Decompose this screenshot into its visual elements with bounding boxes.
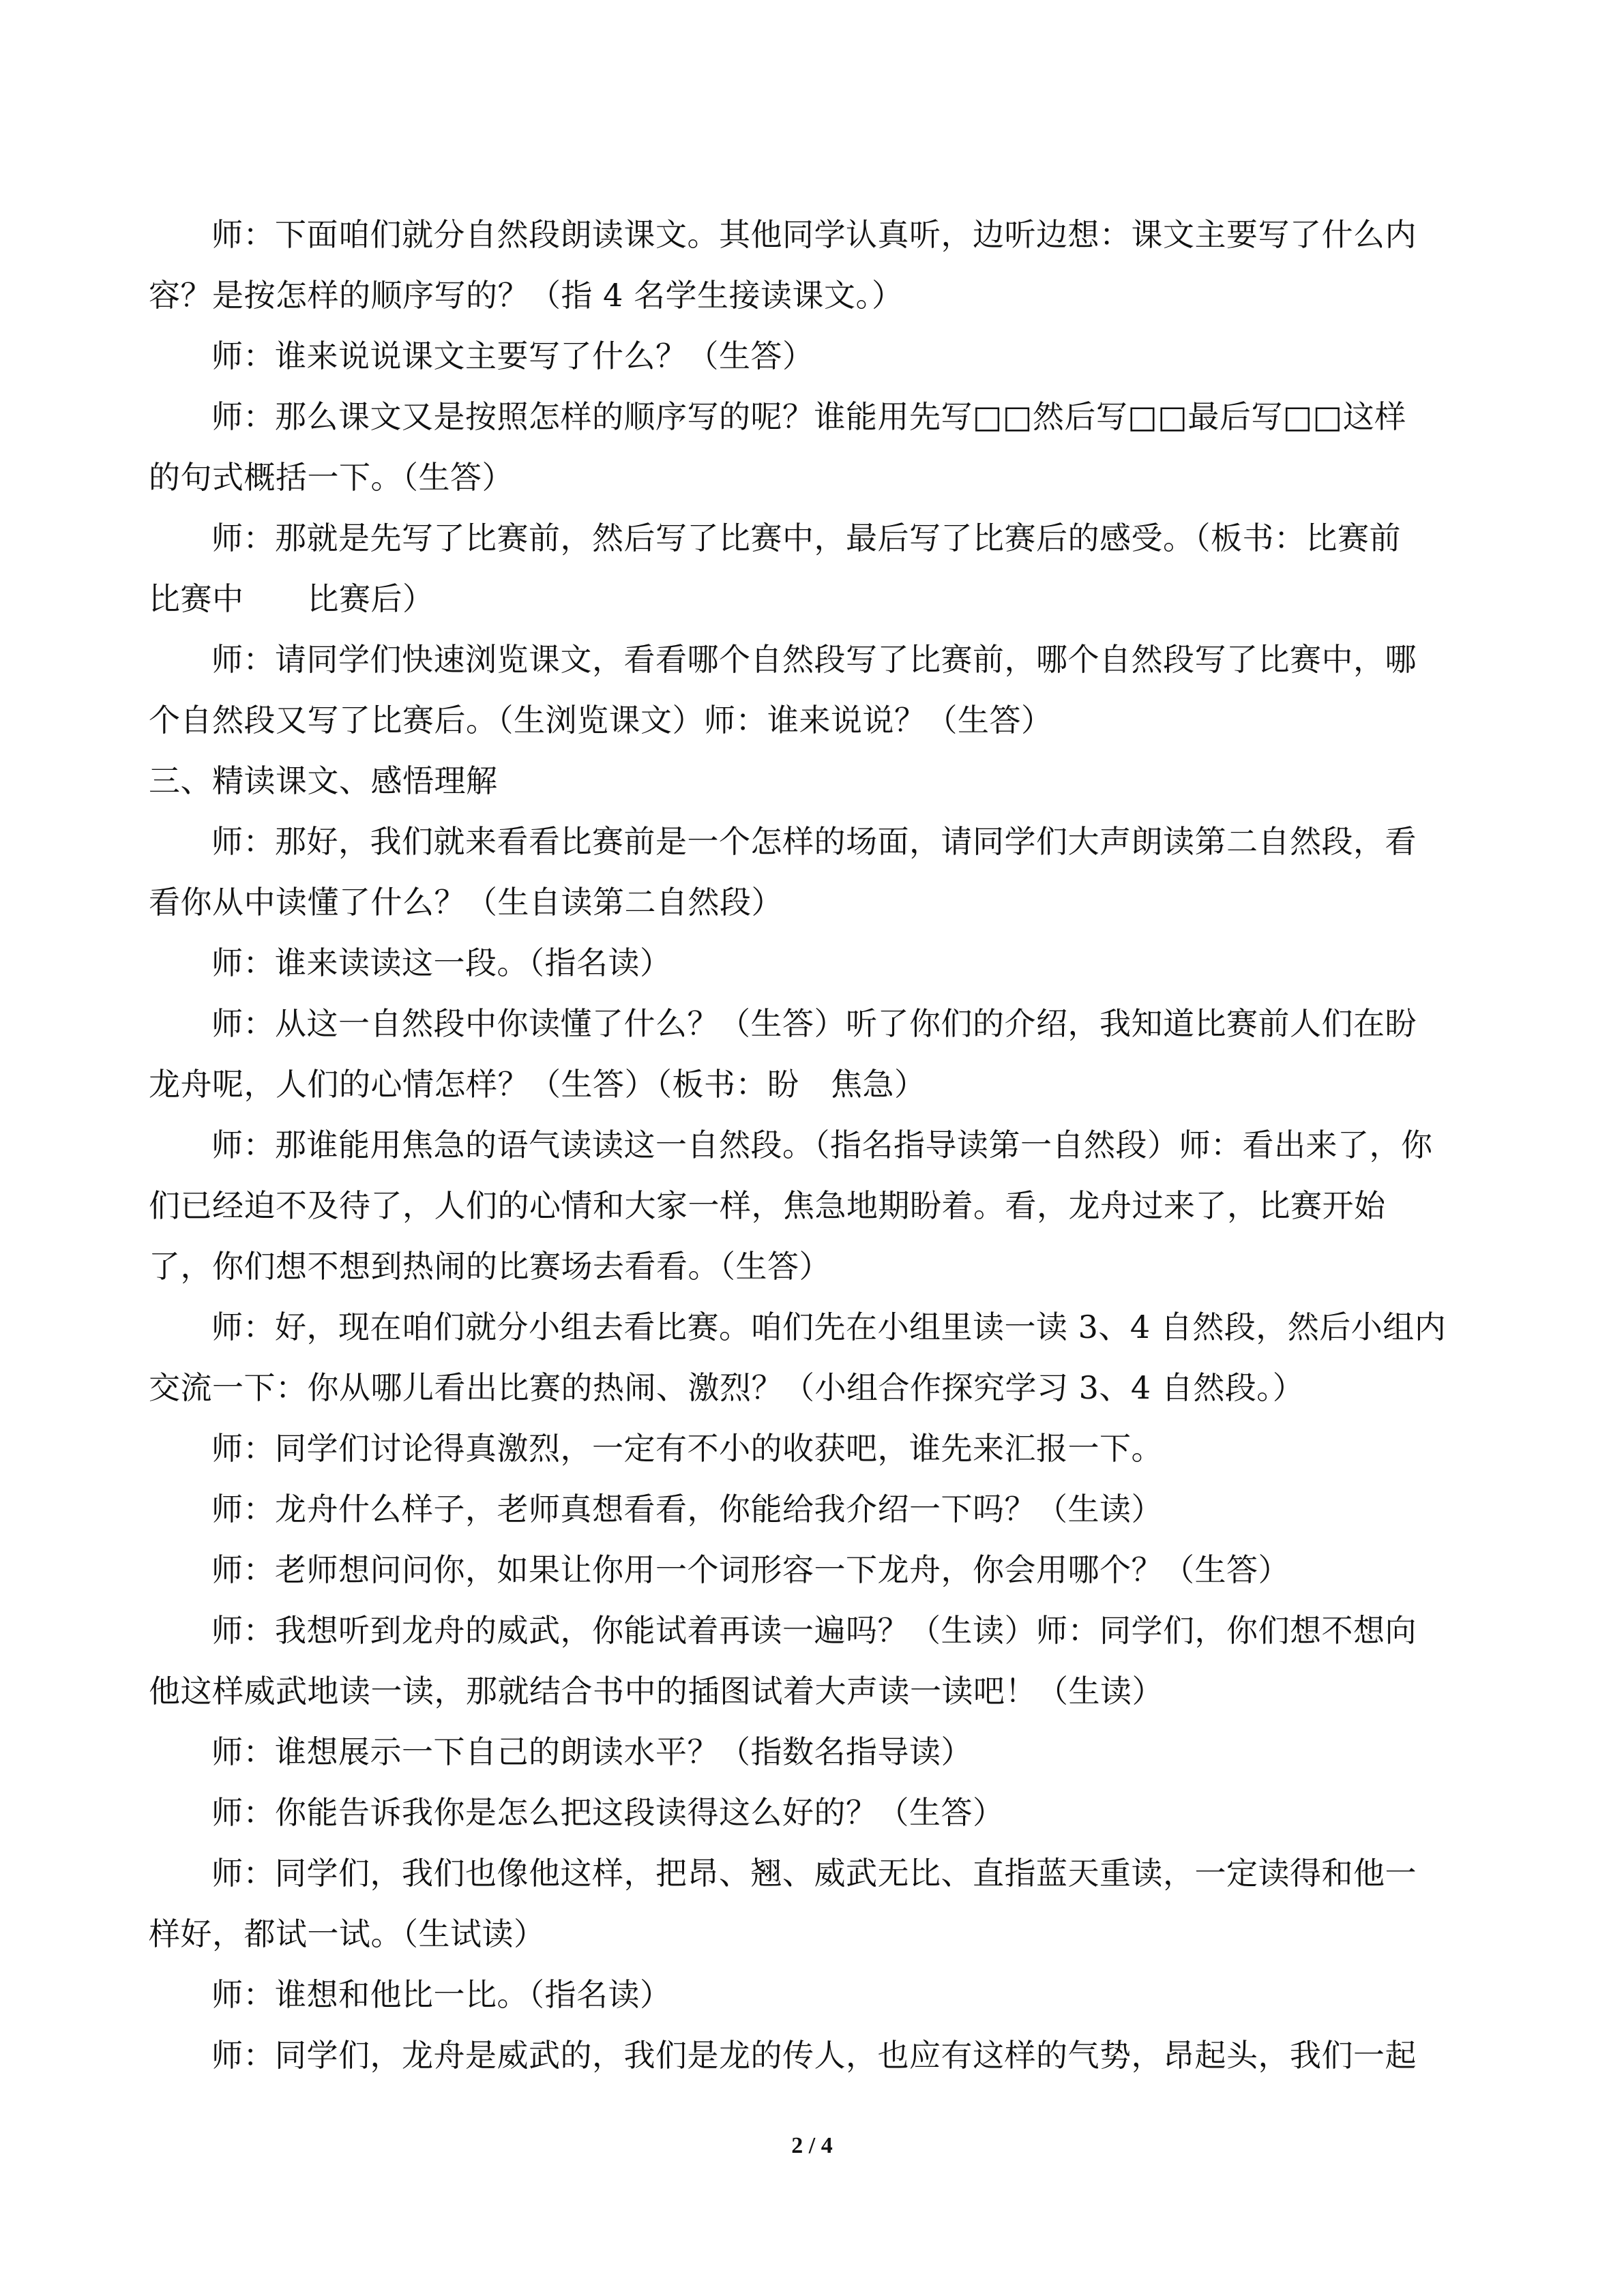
paragraph-line: 的句式概括一下。（生答）	[149, 459, 514, 496]
paragraph-line: 了，你们想不想到热闹的比赛场去看看。（生答）	[149, 1248, 831, 1285]
page-number: 2 / 4	[791, 2133, 833, 2158]
document-body	[149, 205, 1486, 2086]
paragraph-line: 龙舟呢，人们的心情怎样？（生答）（板书：盼 焦急）	[149, 1066, 926, 1103]
paragraph-line: 师：好，现在咱们就分小组去看比赛。咱们先在小组里读一读 3、4 自然段，然后小组内	[211, 1309, 1447, 1345]
paragraph-line: 他这样威武地读一读，那就结合书中的插图试着大声读一读吧！（生读）	[149, 1673, 1164, 1710]
paragraph-line: 师：你能告诉我你是怎么把这段读得这么好的？（生答）	[211, 1794, 1005, 1831]
paragraph-line: 样好，都试一试。（生试读）	[149, 1915, 546, 1952]
paragraph-line: 师：同学们，龙舟是威武的，我们是龙的传人，也应有这样的气势，昂起头，我们一起	[211, 2037, 1417, 2074]
paragraph-line: 师：老师想问问你，如果让你用一个词形容一下龙舟，你会用哪个？（生答）	[211, 1551, 1290, 1588]
paragraph-line: 师：请同学们快速浏览课文，看看哪个自然段写了比赛前，哪个自然段写了比赛中，哪	[211, 641, 1417, 678]
paragraph-line: 师：那好，我们就来看看比赛前是一个怎样的场面，请同学们大声朗读第二自然段，看	[211, 823, 1417, 860]
paragraph-line: 师：谁想和他比一比。（指名读）	[211, 1976, 672, 2013]
paragraph-line: 们已经迫不及待了，人们的心情和大家一样，焦急地期盼着。看，龙舟过来了，比赛开始	[149, 1187, 1386, 1224]
paragraph-line: 师：谁来说说课文主要写了什么？（生答）	[211, 338, 814, 374]
paragraph-line: 师：谁想展示一下自己的朗读水平？（指数名指导读）	[211, 1733, 973, 1770]
paragraph-line: 师：同学们，我们也像他这样，把昂、翘、威武无比、直指蓝天重读，一定读得和他一	[211, 1855, 1417, 1892]
paragraph-line: 师：从这一自然段中你读懂了什么？（生答）听了你们的介绍，我知道比赛前人们在盼	[211, 1005, 1417, 1042]
paragraph-line: 个自然段又写了比赛后。（生浏览课文）师：谁来说说？（生答）	[149, 702, 1053, 739]
paragraph-line: 师：龙舟什么样子，老师真想看看，你能给我介绍一下吗？（生读）	[211, 1491, 1163, 1527]
paragraph-line: 师：我想听到龙舟的威武，你能试着再读一遍吗？（生读）师：同学们，你们想不想向	[211, 1612, 1417, 1649]
section-heading: 三、精读课文、感悟理解	[149, 762, 498, 799]
paragraph-line: 容？是按怎样的顺序写的？（指 4 名学生接读课文。）	[149, 277, 904, 314]
paragraph-line: 师：同学们讨论得真激烈，一定有不小的收获吧，谁先来汇报一下。	[211, 1430, 1163, 1467]
paragraph-line: 师：那谁能用焦急的语气读读这一自然段。（指名指导读第一自然段）师：看出来了，你	[211, 1127, 1433, 1163]
paragraph-line: 师：下面咱们就分自然段朗读课文。其他同学认真听，边听边想：课文主要写了什么内	[211, 216, 1417, 253]
paragraph-line: 交流一下：你从哪儿看出比赛的热闹、激烈？（小组合作探究学习 3、4 自然段。）	[149, 1369, 1305, 1406]
paragraph-line: 师：那就是先写了比赛前，然后写了比赛中，最后写了比赛后的感受。（板书：比赛前	[211, 520, 1401, 556]
paragraph-line: 比赛中 比赛后）	[149, 580, 434, 617]
paragraph-line: 师：谁来读读这一段。（指名读）	[211, 944, 672, 981]
paragraph-line: 看你从中读懂了什么？（生自读第二自然段）	[149, 884, 783, 921]
paragraph-line: 师：那么课文又是按照怎样的顺序写的呢？谁能用先写□□然后写□□最后写□□这样	[211, 398, 1406, 435]
